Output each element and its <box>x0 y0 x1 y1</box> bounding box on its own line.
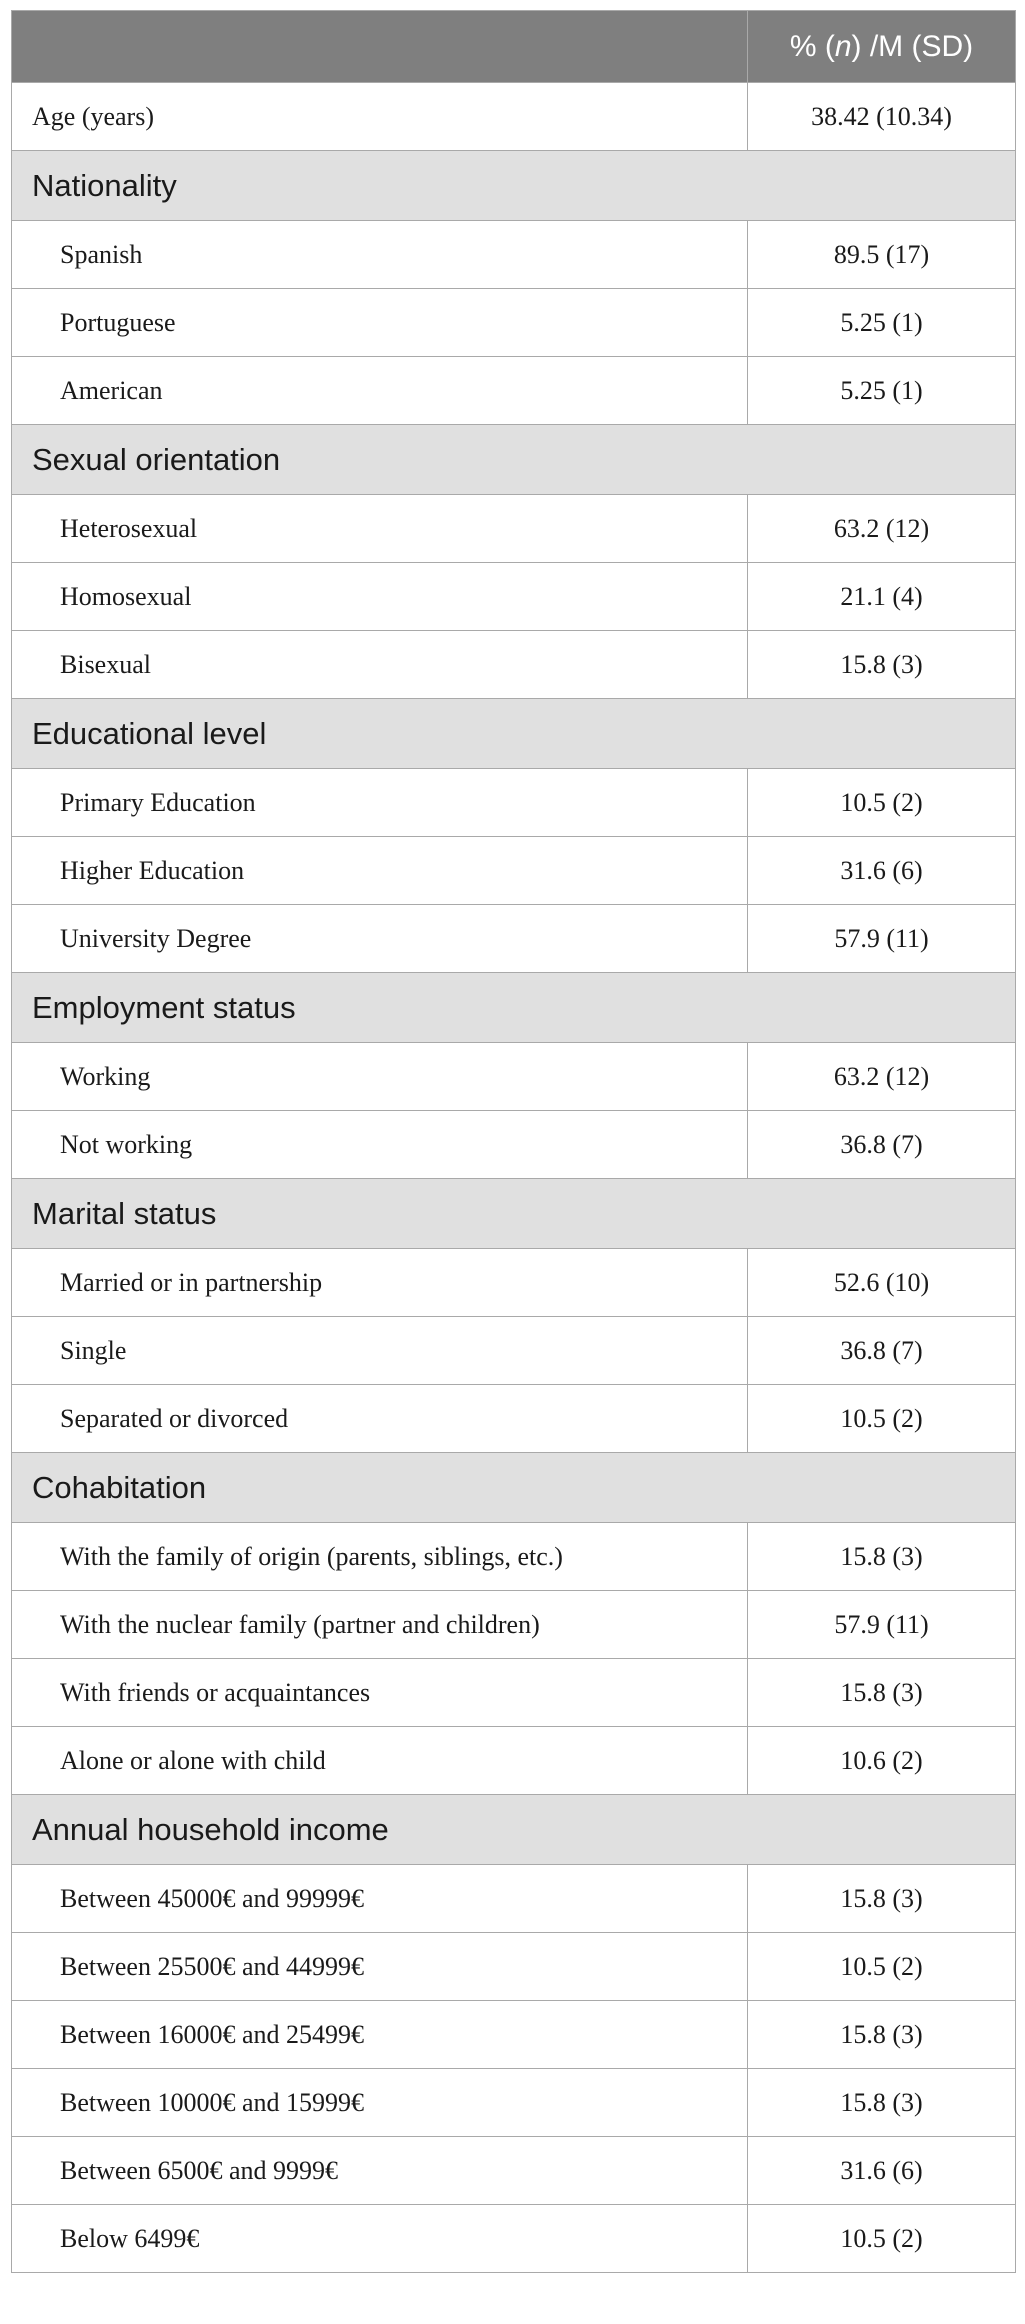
table-row <box>12 495 1016 563</box>
table-row <box>12 905 1016 973</box>
row-label: Between 6500€ and 9999€ <box>12 2137 748 2205</box>
row-label: Below 6499€ <box>12 2205 748 2273</box>
table-row <box>12 1317 1016 1385</box>
row-label: Spanish <box>12 221 748 289</box>
row-label: Alone or alone with child <box>12 1727 748 1795</box>
section-header-row <box>12 973 1016 1043</box>
row-label: American <box>12 357 748 425</box>
table-row <box>12 563 1016 631</box>
table-row <box>12 357 1016 425</box>
row-label: Working <box>12 1043 748 1111</box>
row-label: Heterosexual <box>12 495 748 563</box>
row-value: 15.8 (3) <box>748 631 1016 699</box>
row-value: 31.6 (6) <box>748 2137 1016 2205</box>
row-label: With friends or acquaintances <box>12 1659 748 1727</box>
table-row <box>12 1727 1016 1795</box>
section-header-row <box>12 1795 1016 1865</box>
section-title: Annual household income <box>12 1795 1016 1865</box>
table-row <box>12 221 1016 289</box>
age-row <box>12 83 1016 151</box>
section-title: Nationality <box>12 151 1016 221</box>
section-header-row <box>12 699 1016 769</box>
section-title: Educational level <box>12 699 1016 769</box>
table-row <box>12 1249 1016 1317</box>
table-row <box>12 1385 1016 1453</box>
row-value: 15.8 (3) <box>748 1523 1016 1591</box>
section-header-row <box>12 151 1016 221</box>
table-row <box>12 1933 1016 2001</box>
section-title: Sexual orientation <box>12 425 1016 495</box>
row-value: 10.5 (2) <box>748 1933 1016 2001</box>
row-label: Separated or divorced <box>12 1385 748 1453</box>
row-value: 10.5 (2) <box>748 2205 1016 2273</box>
row-value: 15.8 (3) <box>748 1865 1016 1933</box>
row-label: With the nuclear family (partner and children) <box>12 1591 748 1659</box>
header-col2-suffix: ) /M (SD) <box>851 29 974 63</box>
row-label: Not working <box>12 1111 748 1179</box>
row-label: Bisexual <box>12 631 748 699</box>
header-col2 <box>748 11 1016 83</box>
row-value: 57.9 (11) <box>748 905 1016 973</box>
table-row <box>12 1865 1016 1933</box>
row-label: Married or in partnership <box>12 1249 748 1317</box>
row-label: Between 10000€ and 15999€ <box>12 2069 748 2137</box>
row-label: Between 45000€ and 99999€ <box>12 1865 748 1933</box>
row-label: Primary Education <box>12 769 748 837</box>
row-value: 21.1 (4) <box>748 563 1016 631</box>
row-value: 57.9 (11) <box>748 1591 1016 1659</box>
row-label: University Degree <box>12 905 748 973</box>
section-header-row <box>12 425 1016 495</box>
row-label: Between 25500€ and 44999€ <box>12 1933 748 2001</box>
header-col1 <box>12 11 748 83</box>
table-row <box>12 1659 1016 1727</box>
table-row <box>12 1591 1016 1659</box>
row-value: 63.2 (12) <box>748 495 1016 563</box>
section-title: Employment status <box>12 973 1016 1043</box>
row-label: Higher Education <box>12 837 748 905</box>
row-value: 89.5 (17) <box>748 221 1016 289</box>
row-value: 10.5 (2) <box>748 769 1016 837</box>
row-value: 15.8 (3) <box>748 2001 1016 2069</box>
row-value: 52.6 (10) <box>748 1249 1016 1317</box>
row-value: 10.6 (2) <box>748 1727 1016 1795</box>
row-value: 15.8 (3) <box>748 2069 1016 2137</box>
header-col2-italic: n <box>834 29 852 63</box>
row-label: With the family of origin (parents, siblings, etc.) <box>12 1523 748 1591</box>
table-row <box>12 2205 1016 2273</box>
section-title: Cohabitation <box>12 1453 1016 1523</box>
row-value: 5.25 (1) <box>748 289 1016 357</box>
demographics-table-container <box>11 10 1015 2273</box>
row-value: 10.5 (2) <box>748 1385 1016 1453</box>
row-value: 5.25 (1) <box>748 357 1016 425</box>
table-row <box>12 1111 1016 1179</box>
row-label: Single <box>12 1317 748 1385</box>
demographics-table <box>11 10 1016 2273</box>
table-row <box>12 631 1016 699</box>
row-value: 36.8 (7) <box>748 1111 1016 1179</box>
section-header-row <box>12 1453 1016 1523</box>
table-row <box>12 289 1016 357</box>
table-row <box>12 837 1016 905</box>
row-value: 63.2 (12) <box>748 1043 1016 1111</box>
table-header-row <box>12 11 1016 83</box>
table-row <box>12 2137 1016 2205</box>
age-value: 38.42 (10.34) <box>748 83 1016 151</box>
row-label: Between 16000€ and 25499€ <box>12 2001 748 2069</box>
header-col2-prefix: % ( <box>789 29 835 63</box>
table-row <box>12 769 1016 837</box>
row-value: 36.8 (7) <box>748 1317 1016 1385</box>
table-row <box>12 1043 1016 1111</box>
table-row <box>12 1523 1016 1591</box>
section-title: Marital status <box>12 1179 1016 1249</box>
row-value: 15.8 (3) <box>748 1659 1016 1727</box>
row-label: Homosexual <box>12 563 748 631</box>
row-label: Portuguese <box>12 289 748 357</box>
table-row <box>12 2001 1016 2069</box>
table-row <box>12 2069 1016 2137</box>
row-value: 31.6 (6) <box>748 837 1016 905</box>
age-label: Age (years) <box>12 83 748 151</box>
section-header-row <box>12 1179 1016 1249</box>
